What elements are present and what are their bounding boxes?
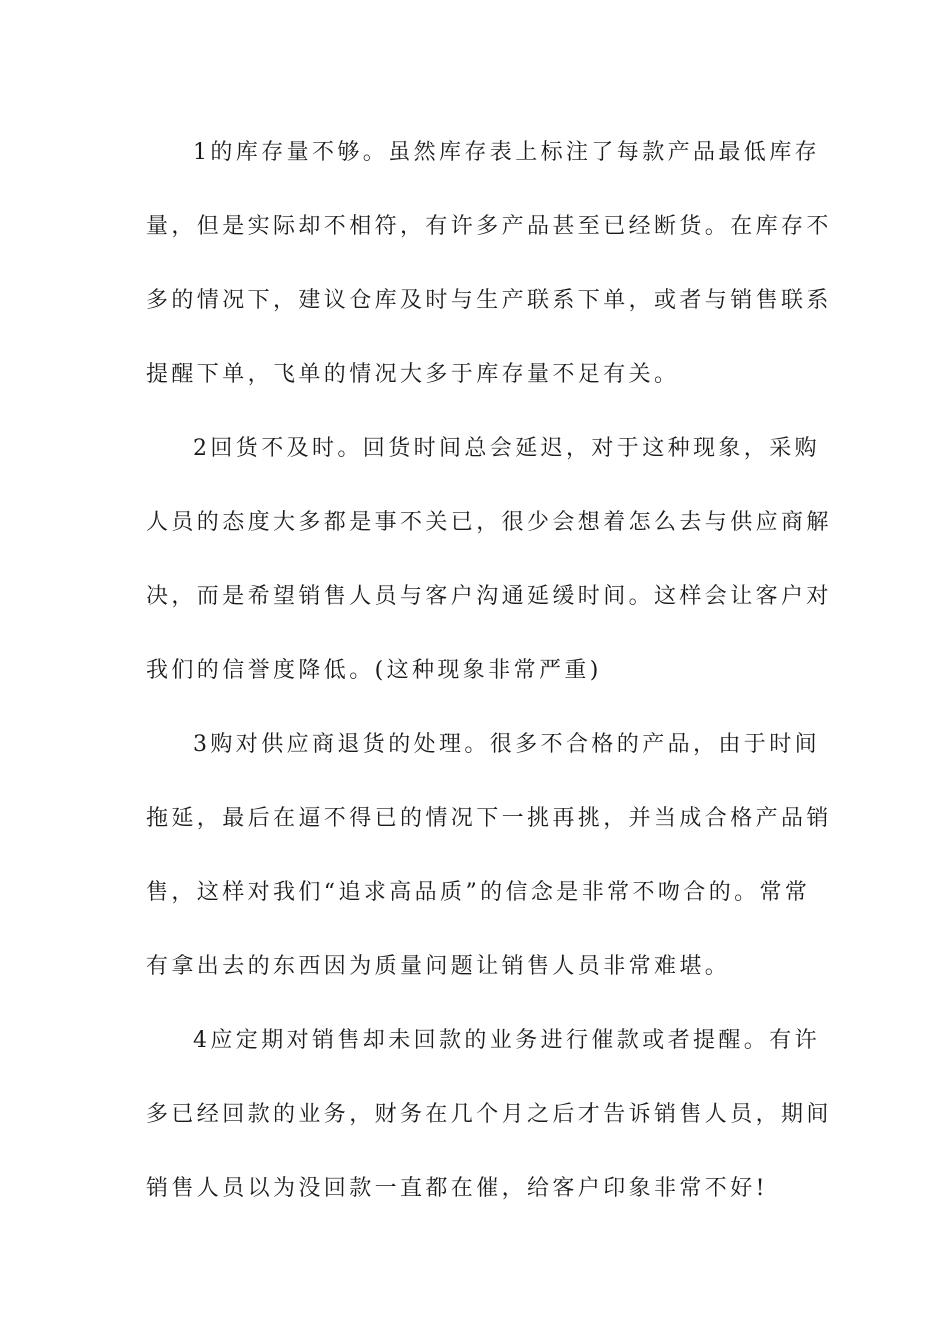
paragraph-2-line-3: 决，而是希望销售人员与客户沟通延缓时间。这样会让客户对 <box>146 584 832 609</box>
paragraph-4-line-3: 销售人员以为没回款一直都在催，给客户印象非常不好! <box>146 1176 768 1201</box>
paragraph-1-line-3: 多的情况下，建议仓库及时与生产联系下单，或者与销售联系 <box>146 288 832 313</box>
paragraph-1-line-4: 提醒下单，飞单的情况大多于库存量不足有关。 <box>146 362 680 387</box>
paragraph-2-line-4: 我们的信誉度降低。(这种现象非常严重) <box>146 658 602 683</box>
paragraph-3-line-2: 拖延，最后在逼不得已的情况下一挑再挑，并当成合格产品销 <box>146 806 832 831</box>
paragraph-3-line-4: 有拿出去的东西因为质量问题让销售人员非常难堪。 <box>146 954 731 979</box>
paragraph-1-line-2: 量，但是实际却不相符，有许多产品甚至已经断货。在库存不 <box>146 214 832 239</box>
paragraph-4-line-1: 4应定期对销售却未回款的业务进行催款或者提醒。有许 <box>193 1028 820 1053</box>
paragraph-2-line-1: 2回货不及时。回货时间总会延迟，对于这种现象，采购 <box>193 436 820 461</box>
paragraph-4-line-2: 多已经回款的业务，财务在几个月之后才告诉销售人员，期间 <box>146 1102 832 1127</box>
paragraph-3-line-1: 3购对供应商退货的处理。很多不合格的产品，由于时间 <box>193 732 820 757</box>
paragraph-1-line-1: 1的库存量不够。虽然库存表上标注了每款产品最低库存 <box>193 140 820 165</box>
paragraph-3-line-3: 售，这样对我们“追求高品质”的信念是非常不吻合的。常常 <box>146 880 811 905</box>
paragraph-2-line-2: 人员的态度大多都是事不关已，很少会想着怎么去与供应商解 <box>146 510 832 535</box>
